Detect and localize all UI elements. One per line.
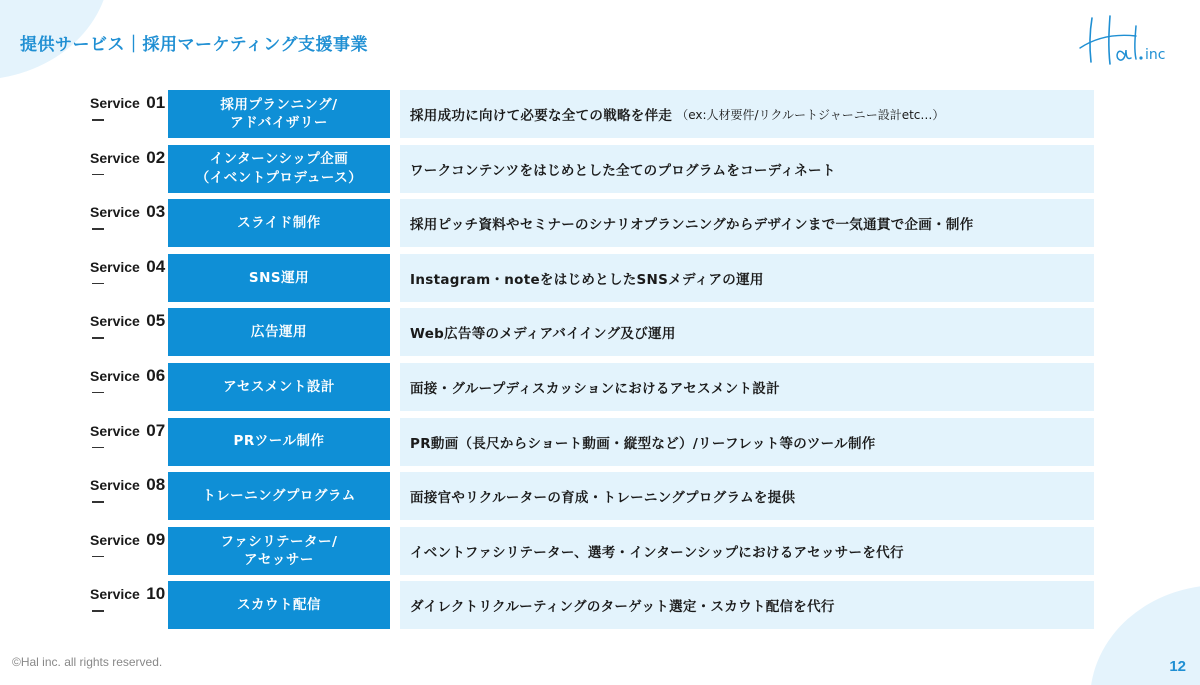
service-description: 採用ピッチ資料やセミナーのシナリオプランニングからデザインまで一気通貫で企画・制作 (400, 199, 1094, 247)
service-row (88, 254, 1096, 309)
service-list (88, 90, 1096, 636)
company-logo (1078, 12, 1184, 70)
page-number: 12 (1169, 658, 1186, 675)
service-row (88, 581, 1096, 636)
service-note: （ex:人材要件/リクルートジャーニー設計etc…） (676, 107, 945, 122)
service-number: Service 04 (90, 257, 166, 287)
service-name: PRツール制作 (168, 418, 390, 466)
service-row (88, 363, 1096, 418)
service-description: イベントファシリテーター、選考・インターンシップにおけるアセッサーを代行 (400, 527, 1094, 575)
service-row (88, 308, 1096, 363)
service-name: アセスメント設計 (168, 363, 390, 411)
service-name: ファシリテーター/ アセッサー (168, 527, 390, 575)
page-title: 提供サービス｜採用マーケティング支援事業 (20, 35, 368, 55)
service-name: インターンシップ企画 （イベントプロデュース） (168, 145, 390, 193)
service-name: 広告運用 (168, 308, 390, 356)
service-description: ダイレクトリクルーティングのターゲット選定・スカウト配信を代行 (400, 581, 1094, 629)
copyright-notice: ©Hal inc. all rights reserved. (12, 655, 163, 669)
service-number: Service 06 (90, 366, 166, 396)
service-description: 面接・グループディスカッションにおけるアセスメント設計 (400, 363, 1094, 411)
service-number: Service 03 (90, 202, 166, 232)
service-number: Service 05 (90, 311, 166, 341)
service-name: SNS運用 (168, 254, 390, 302)
service-number: Service 02 (90, 148, 166, 178)
service-description: 採用成功に向けて必要な全ての戦略を伴走 （ex:人材要件/リクルートジャーニー設計etc…） (400, 90, 1094, 138)
service-description: Instagram・noteをはじめとしたSNSメディアの運用 (400, 254, 1094, 302)
service-number: Service 01 (90, 93, 166, 123)
service-row (88, 527, 1096, 582)
service-number: Service 10 (90, 584, 166, 614)
service-description: 面接官やリクルーターの育成・トレーニングプログラムを提供 (400, 472, 1094, 520)
service-description: Web広告等のメディアバイイング及び運用 (400, 308, 1094, 356)
service-name: トレーニングプログラム (168, 472, 390, 520)
service-name: 採用プランニング/ アドバイザリー (168, 90, 390, 138)
service-name: スライド制作 (168, 199, 390, 247)
svg-text:inc: inc (1145, 47, 1166, 63)
logo-graphic (1078, 12, 1184, 70)
service-row (88, 472, 1096, 527)
service-number: Service 07 (90, 421, 166, 451)
service-description: ワークコンテンツをはじめとした全てのプログラムをコーディネート (400, 145, 1094, 193)
service-description: PR動画（長尺からショート動画・縦型など）/リーフレット等のツール制作 (400, 418, 1094, 466)
service-name: スカウト配信 (168, 581, 390, 629)
service-number: Service 08 (90, 475, 166, 505)
service-row (88, 199, 1096, 254)
service-number: Service 09 (90, 530, 166, 560)
service-row (88, 418, 1096, 473)
service-row (88, 90, 1096, 145)
service-row (88, 145, 1096, 200)
